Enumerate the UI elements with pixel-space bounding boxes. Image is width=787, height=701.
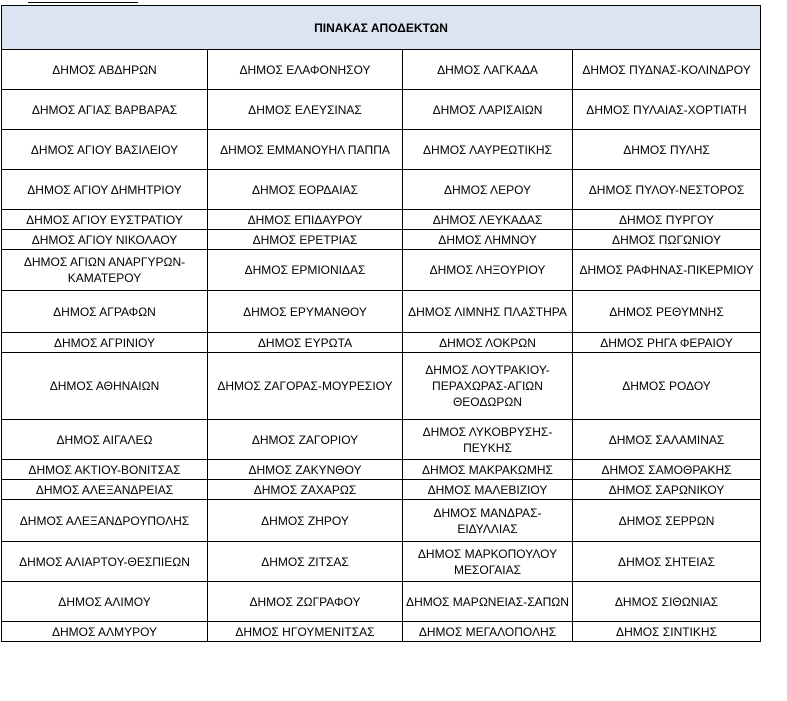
table-row	[2, 622, 761, 642]
top-rule	[28, 2, 138, 3]
table-cell: ΔΗΜΟΣ ΡΟΔΟΥ	[573, 353, 761, 420]
recipients-table	[1, 5, 761, 642]
table-cell: ΔΗΜΟΣ ΑΓΡΑΦΩΝ	[2, 291, 208, 333]
table-row	[2, 210, 761, 230]
table-cell: ΔΗΜΟΣ ΑΓΙΟΥ ΕΥΣΤΡΑΤΙΟΥ	[2, 210, 208, 230]
table-body	[2, 50, 761, 642]
table-cell: ΔΗΜΟΣ ΑΓΙΟΥ ΝΙΚΟΛΑΟΥ	[2, 230, 208, 250]
table-cell: ΔΗΜΟΣ ΑΓΙΑΣ ΒΑΡΒΑΡΑΣ	[2, 90, 208, 130]
table-cell: ΔΗΜΟΣ ΖΑΓΟΡΙΟΥ	[208, 420, 403, 460]
table-cell: ΔΗΜΟΣ ΛΕΥΚΑΔΑΣ	[403, 210, 573, 230]
table-cell: ΔΗΜΟΣ ΕΡΕΤΡΙΑΣ	[208, 230, 403, 250]
table-cell: ΔΗΜΟΣ ΑΛΙΑΡΤΟΥ-ΘΕΣΠΙΕΩΝ	[2, 542, 208, 582]
table-cell: ΔΗΜΟΣ ΑΛΕΞΑΝΔΡΟΥΠΟΛΗΣ	[2, 500, 208, 542]
table-cell: ΔΗΜΟΣ ΛΟΥΤΡΑΚΙΟΥ-ΠΕΡΑΧΩΡΑΣ-ΑΓΙΩΝ ΘΕΟΔΩΡΩΝ	[403, 353, 573, 420]
table-cell: ΔΗΜΟΣ ΛΗΞΟΥΡΙΟΥ	[403, 250, 573, 291]
table-cell: ΔΗΜΟΣ ΑΒΔΗΡΩΝ	[2, 50, 208, 90]
table-cell: ΔΗΜΟΣ ΕΛΕΥΣΙΝΑΣ	[208, 90, 403, 130]
table-cell: ΔΗΜΟΣ ΛΥΚΟΒΡΥΣΗΣ-ΠΕΥΚΗΣ	[403, 420, 573, 460]
table-cell: ΔΗΜΟΣ ΛΑΥΡΕΩΤΙΚΗΣ	[403, 130, 573, 170]
table-cell: ΔΗΜΟΣ ΣΑΛΑΜΙΝΑΣ	[573, 420, 761, 460]
table-cell: ΔΗΜΟΣ ΠΥΛΟΥ-ΝΕΣΤΟΡΟΣ	[573, 170, 761, 210]
table-row	[2, 480, 761, 500]
table-cell: ΔΗΜΟΣ ΜΑΡΩΝΕΙΑΣ-ΣΑΠΩΝ	[403, 582, 573, 622]
table-cell: ΔΗΜΟΣ ΖΑΚΥΝΘΟΥ	[208, 460, 403, 480]
table-cell: ΔΗΜΟΣ ΛΗΜΝΟΥ	[403, 230, 573, 250]
table-cell: ΔΗΜΟΣ ΕΜΜΑΝΟΥΗΛ ΠΑΠΠΑ	[208, 130, 403, 170]
table-row	[2, 230, 761, 250]
table-cell: ΔΗΜΟΣ ΑΛΙΜΟΥ	[2, 582, 208, 622]
table-cell: ΔΗΜΟΣ ΑΙΓΑΛΕΩ	[2, 420, 208, 460]
table-cell: ΔΗΜΟΣ ΛΟΚΡΩΝ	[403, 333, 573, 353]
table-title: ΠΙΝΑΚΑΣ ΑΠΟΔΕΚΤΩΝ	[2, 6, 761, 50]
table-cell: ΔΗΜΟΣ ΠΥΔΝΑΣ-ΚΟΛΙΝΔΡΟΥ	[573, 50, 761, 90]
table-cell: ΔΗΜΟΣ ΖΗΡΟΥ	[208, 500, 403, 542]
table-row	[2, 90, 761, 130]
table-cell: ΔΗΜΟΣ ΡΗΓΑ ΦΕΡΑΙΟΥ	[573, 333, 761, 353]
table-cell: ΔΗΜΟΣ ΜΑΛΕΒΙΖΙΟΥ	[403, 480, 573, 500]
table-cell: ΔΗΜΟΣ ΑΓΙΟΥ ΔΗΜΗΤΡΙΟΥ	[2, 170, 208, 210]
table-cell: ΔΗΜΟΣ ΕΡΜΙΟΝΙΔΑΣ	[208, 250, 403, 291]
table-cell: ΔΗΜΟΣ ΜΕΓΑΛΟΠΟΛΗΣ	[403, 622, 573, 642]
table-cell: ΔΗΜΟΣ ΜΑΚΡΑΚΩΜΗΣ	[403, 460, 573, 480]
table-cell: ΔΗΜΟΣ ΛΑΓΚΑΔΑ	[403, 50, 573, 90]
table-cell: ΔΗΜΟΣ ΑΓΙΟΥ ΒΑΣΙΛΕΙΟΥ	[2, 130, 208, 170]
table-cell: ΔΗΜΟΣ ΕΡΥΜΑΝΘΟΥ	[208, 291, 403, 333]
table-cell: ΔΗΜΟΣ ΕΥΡΩΤΑ	[208, 333, 403, 353]
table-cell: ΔΗΜΟΣ ΣΙΘΩΝΙΑΣ	[573, 582, 761, 622]
table-cell: ΔΗΜΟΣ ΑΓΙΩΝ ΑΝΑΡΓΥΡΩΝ-ΚΑΜΑΤΕΡΟΥ	[2, 250, 208, 291]
table-cell: ΔΗΜΟΣ ΛΙΜΝΗΣ ΠΛΑΣΤΗΡΑ	[403, 291, 573, 333]
table-cell: ΔΗΜΟΣ ΛΑΡΙΣΑΙΩΝ	[403, 90, 573, 130]
table-row	[2, 353, 761, 420]
table-cell: ΔΗΜΟΣ ΖΩΓΡΑΦΟΥ	[208, 582, 403, 622]
table-cell: ΔΗΜΟΣ ΣΕΡΡΩΝ	[573, 500, 761, 542]
table-cell: ΔΗΜΟΣ ΡΑΦΗΝΑΣ-ΠΙΚΕΡΜΙΟΥ	[573, 250, 761, 291]
table-cell: ΔΗΜΟΣ ΕΛΑΦΟΝΗΣΟΥ	[208, 50, 403, 90]
table-cell: ΔΗΜΟΣ ΜΑΝΔΡΑΣ-ΕΙΔΥΛΛΙΑΣ	[403, 500, 573, 542]
table-row	[2, 542, 761, 582]
table-row	[2, 460, 761, 480]
table-cell: ΔΗΜΟΣ ΑΛΕΞΑΝΔΡΕΙΑΣ	[2, 480, 208, 500]
table-cell: ΔΗΜΟΣ ΠΥΡΓΟΥ	[573, 210, 761, 230]
table-cell: ΔΗΜΟΣ ΑΚΤΙΟΥ-ΒΟΝΙΤΣΑΣ	[2, 460, 208, 480]
table-cell: ΔΗΜΟΣ ΑΘΗΝΑΙΩΝ	[2, 353, 208, 420]
table-cell: ΔΗΜΟΣ ΖΑΧΑΡΩΣ	[208, 480, 403, 500]
table-cell: ΔΗΜΟΣ ΕΟΡΔΑΙΑΣ	[208, 170, 403, 210]
table-row	[2, 170, 761, 210]
table-cell: ΔΗΜΟΣ ΖΑΓΟΡΑΣ-ΜΟΥΡΕΣΙΟΥ	[208, 353, 403, 420]
table-row	[2, 291, 761, 333]
table-cell: ΔΗΜΟΣ ΛΕΡΟΥ	[403, 170, 573, 210]
table-cell: ΔΗΜΟΣ ΠΥΛΗΣ	[573, 130, 761, 170]
table-cell: ΔΗΜΟΣ ΣΙΝΤΙΚΗΣ	[573, 622, 761, 642]
table-cell: ΔΗΜΟΣ ΡΕΘΥΜΝΗΣ	[573, 291, 761, 333]
table-row	[2, 500, 761, 542]
table-cell: ΔΗΜΟΣ ΣΑΡΩΝΙΚΟΥ	[573, 480, 761, 500]
table-row	[2, 130, 761, 170]
table-row	[2, 333, 761, 353]
table-cell: ΔΗΜΟΣ ΗΓΟΥΜΕΝΙΤΣΑΣ	[208, 622, 403, 642]
table-row	[2, 582, 761, 622]
table-header-row	[2, 6, 761, 50]
table-row	[2, 420, 761, 460]
table-cell: ΔΗΜΟΣ ΠΩΓΩΝΙΟΥ	[573, 230, 761, 250]
table-cell: ΔΗΜΟΣ ΖΙΤΣΑΣ	[208, 542, 403, 582]
table-cell: ΔΗΜΟΣ ΜΑΡΚΟΠΟΥΛΟΥ ΜΕΣΟΓΑΙΑΣ	[403, 542, 573, 582]
table-cell: ΔΗΜΟΣ ΠΥΛΑΙΑΣ-ΧΟΡΤΙΑΤΗ	[573, 90, 761, 130]
table-cell: ΔΗΜΟΣ ΑΛΜΥΡΟΥ	[2, 622, 208, 642]
table-row	[2, 250, 761, 291]
table-cell: ΔΗΜΟΣ ΣΑΜΟΘΡΑΚΗΣ	[573, 460, 761, 480]
table-cell: ΔΗΜΟΣ ΣΗΤΕΙΑΣ	[573, 542, 761, 582]
table-row	[2, 50, 761, 90]
table-cell: ΔΗΜΟΣ ΑΓΡΙΝΙΟΥ	[2, 333, 208, 353]
table-cell: ΔΗΜΟΣ ΕΠΙΔΑΥΡΟΥ	[208, 210, 403, 230]
